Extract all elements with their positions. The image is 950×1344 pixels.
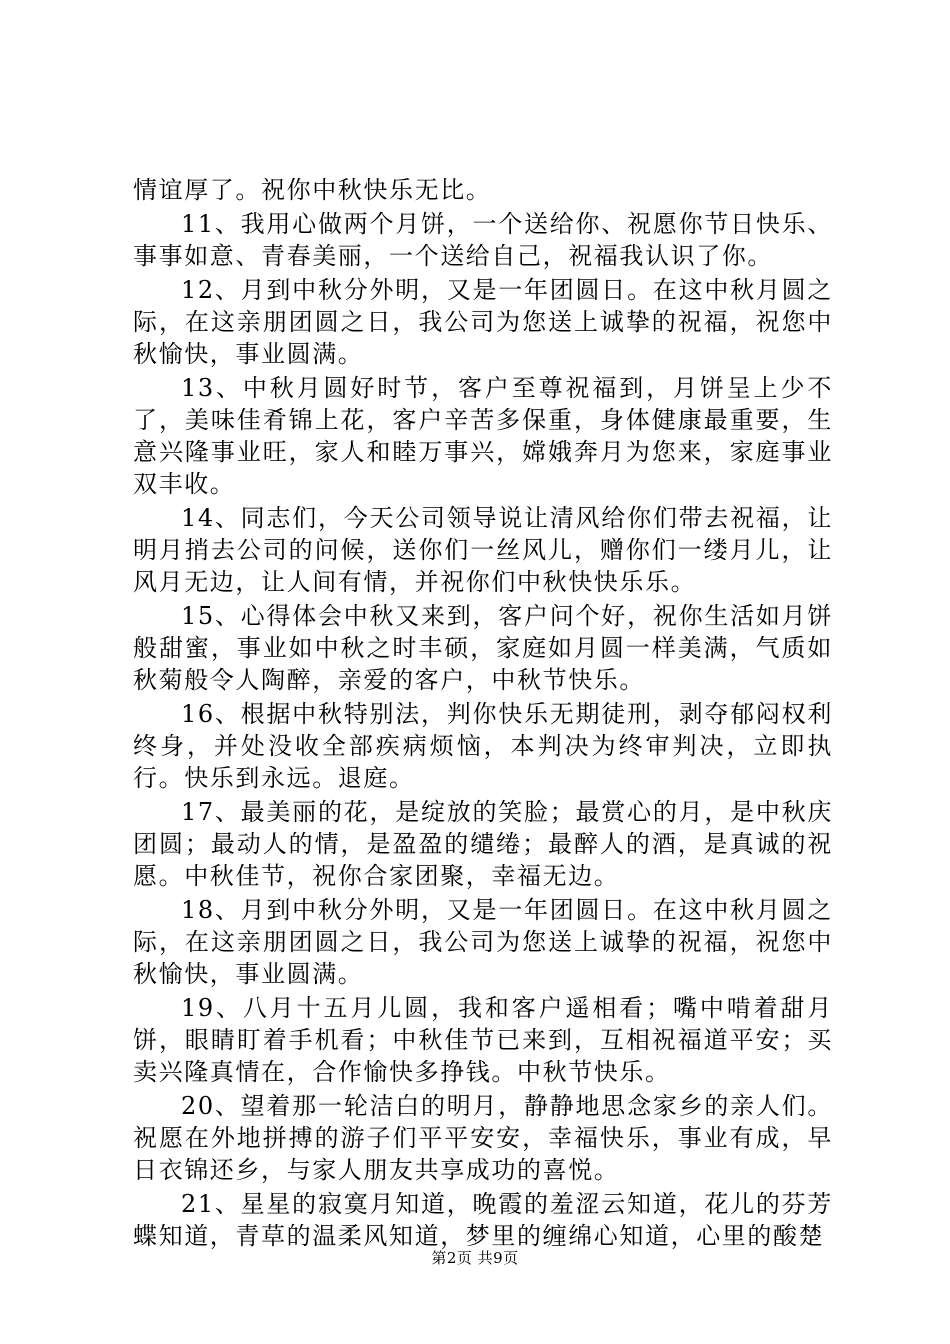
paragraph-item-20: 20、望着那一轮洁白的明月，静静地思念家乡的亲人们。祝愿在外地拼搏的游子们平平安安，幸福快乐，事业有成，早日衣锦还乡，与家人朋友共享成功的喜悦。 — [133, 1092, 833, 1184]
paragraph-item-11: 11、我用心做两个月饼，一个送给你、祝愿你节日快乐、事事如意、青春美丽，一个送给自己，祝福我认识了你。 — [133, 210, 833, 270]
paragraph-item-13: 13、中秋月圆好时节，客户至尊祝福到，月饼呈上少不了，美味佳肴锦上花，客户辛苦多保重，身体健康最重要，生意兴隆事业旺，家人和睦万事兴，嫦娥奔月为您来，家庭事业双丰收。 — [133, 374, 833, 498]
paragraph-item-18: 18、月到中秋分外明，又是一年团圆日。在这中秋月圆之际，在这亲朋团圆之日，我公司为您送上诚挚的祝福，祝您中秋愉快，事业圆满。 — [133, 896, 833, 988]
paragraph-item-15: 15、心得体会中秋又来到，客户问个好，祝你生活如月饼般甜蜜，事业如中秋之时丰硕，家庭如月圆一样美满，气质如秋菊般令人陶醉，亲爱的客户，中秋节快乐。 — [133, 602, 833, 694]
document-body — [133, 174, 833, 1254]
page-number-footer: 第2页 共9页 — [431, 1249, 519, 1267]
paragraph-item-12: 12、月到中秋分外明，又是一年团圆日。在这中秋月圆之际，在这亲朋团圆之日，我公司为您送上诚挚的祝福，祝您中秋愉快，事业圆满。 — [133, 276, 833, 368]
paragraph-item-21: 21、星星的寂寞月知道，晚霞的羞涩云知道，花儿的芬芳蝶知道，青草的温柔风知道，梦里的缠绵心知道，心里的酸楚 — [133, 1190, 833, 1250]
paragraph-item-14: 14、同志们，今天公司领导说让清风给你们带去祝福，让明月捎去公司的问候，送你们一丝风儿，赠你们一缕月儿，让风月无边，让人间有情，并祝你们中秋快快乐乐。 — [133, 504, 833, 596]
paragraph-item-19: 19、八月十五月儿圆，我和客户遥相看；嘴中啃着甜月饼，眼睛盯着手机看；中秋佳节已来到，互相祝福道平安；买卖兴隆真情在，合作愉快多挣钱。中秋节快乐。 — [133, 994, 833, 1086]
paragraph-item-17: 17、最美丽的花，是绽放的笑脸；最赏心的月，是中秋庆团圆；最动人的情，是盈盈的缱绻；最醉人的酒，是真诚的祝愿。中秋佳节，祝你合家团聚，幸福无边。 — [133, 798, 833, 890]
paragraph-continuation: 情谊厚了。祝你中秋快乐无比。 — [133, 176, 492, 204]
paragraph-item-16: 16、根据中秋特别法，判你快乐无期徒刑，剥夺郁闷权利终身，并处没收全部疾病烦恼，本判决为终审判决，立即执行。快乐到永远。退庭。 — [133, 700, 833, 792]
